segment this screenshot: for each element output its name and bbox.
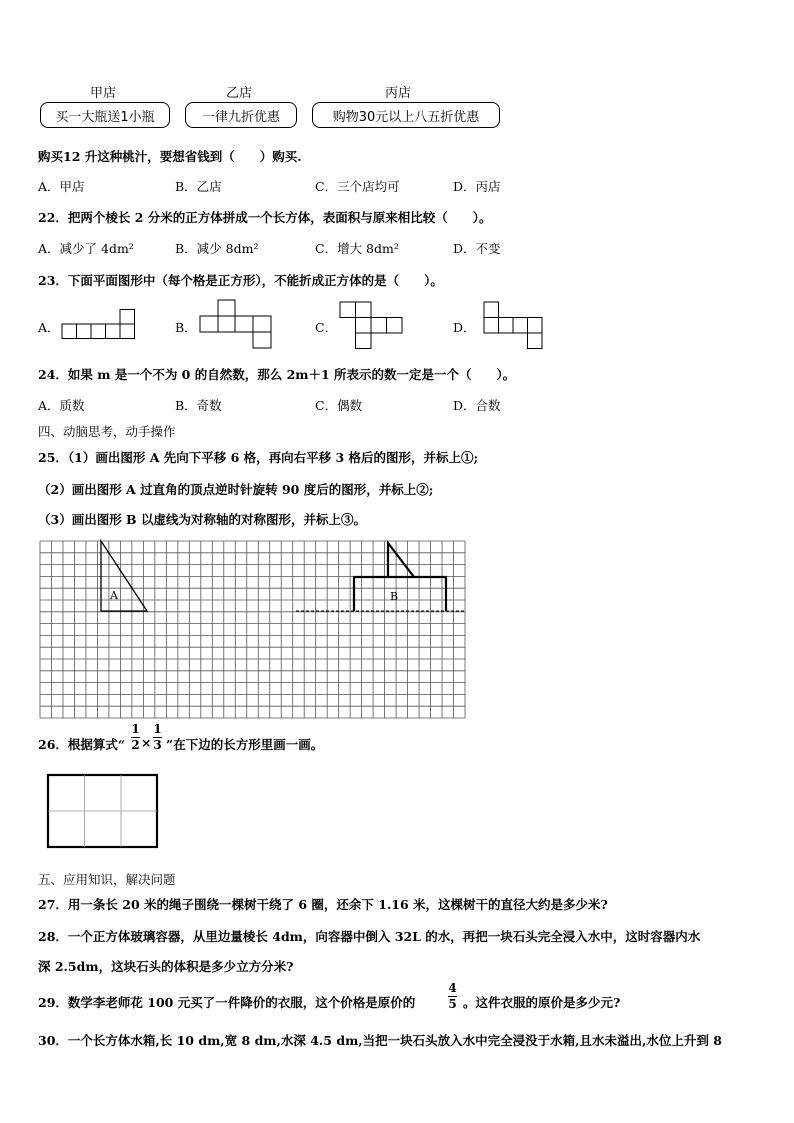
q24-option-d[interactable]: D．合数 — [453, 398, 501, 413]
store-offer-yi-text: 一律九折优惠 — [201, 109, 280, 125]
q29-prefix: 29．数学李老师花 100 元买了一件降价的衣服，这个价格是原价的 — [38, 995, 416, 1010]
q26-frac1-num: 1 — [131, 722, 140, 736]
figure-b-flag — [388, 543, 414, 577]
q26-times: × — [141, 735, 152, 750]
figure-b-label: B — [390, 590, 399, 603]
q26-rectangle[interactable] — [47, 774, 159, 848]
q21-option-b[interactable]: B．乙店 — [175, 179, 222, 194]
q26-prefix: 26．根据算式“ — [38, 737, 126, 752]
net-d-figure[interactable] — [484, 302, 544, 350]
store-name-jia: 甲店 — [90, 86, 117, 101]
q23-option-b[interactable]: B． — [175, 320, 197, 335]
q30-text: 30．一个长方体水箱,长 10 dm,宽 8 dm,水深 4.5 dm,当把一块石头放入水中完全浸没于水箱,且水未溢出,水位上升到 8 — [38, 1033, 722, 1048]
net-a-figure[interactable] — [62, 312, 136, 340]
store-offer-bing — [312, 102, 500, 128]
q23-option-c[interactable]: C． — [315, 320, 338, 335]
q25-line3: （3）画出图形 B 以虚线为对称轴的对称图形，并标上③。 — [38, 512, 366, 527]
q25-line1: 25．（1）画出图形 A 先向下平移 6 格，再向右平移 3 格后的图形，并标上①; — [38, 450, 479, 465]
q24-option-b[interactable]: B．奇数 — [175, 398, 222, 413]
q23-option-d[interactable]: D． — [453, 320, 476, 335]
q26-fraction-2 — [153, 723, 162, 752]
store-offer-bing-text: 购物30元以上八五折优惠 — [332, 109, 480, 125]
store-offer-yi — [185, 102, 297, 128]
q22-option-c[interactable]: C．增大 8dm² — [315, 241, 399, 256]
figure-b-shape — [354, 577, 446, 611]
q24-text: 24．如果 m 是一个不为 0 的自然数，那么 2m＋1 所表示的数一定是一个（ ）。 — [38, 367, 516, 382]
grid-lines — [40, 541, 465, 718]
q26-suffix: ”在下边的长方形里画一画。 — [166, 737, 324, 752]
q27-text: 27．用一条长 20 米的绳子围绕一棵树干绕了 6 圈，还余下 1.16 米，这棵树干的直径大约是多少米? — [38, 897, 608, 912]
section-5-heading: 五、应用知识，解决问题 — [38, 872, 176, 887]
section-4-heading: 四、动脑思考，动手操作 — [38, 424, 176, 439]
q21-option-d[interactable]: D．丙店 — [453, 179, 501, 194]
q21-option-c[interactable]: C．三个店均可 — [315, 179, 400, 194]
q29-frac-den: 5 — [448, 997, 457, 1011]
store-offer-jia-text: 买一大瓶送1小瓶 — [55, 109, 155, 125]
q26-frac2-den: 3 — [153, 738, 162, 752]
q23-text: 23．下面平面图形中（每个格是正方形），不能折成正方体的是（ ）。 — [38, 273, 443, 288]
store-offer-jia — [40, 102, 170, 128]
q22-option-a[interactable]: A．减少了 4dm² — [38, 241, 134, 256]
q24-option-c[interactable]: C．偶数 — [315, 398, 363, 413]
drawing-grid[interactable] — [40, 541, 465, 718]
q26-frac2-num: 1 — [153, 722, 162, 736]
q29-fraction — [448, 982, 457, 1011]
q22-option-b[interactable]: B．减少 8dm² — [175, 241, 259, 256]
store-name-yi: 乙店 — [226, 86, 253, 101]
q22-text: 22．把两个棱长 2 分米的正方体拼成一个长方体，表面积与原来相比较（ ）。 — [38, 210, 492, 225]
q22-option-d[interactable]: D．不变 — [453, 241, 501, 256]
q28-line2: 深 2.5dm，这块石头的体积是多少立方分米? — [38, 959, 294, 974]
figure-a-label: A — [110, 589, 118, 602]
q26-fraction-1 — [131, 723, 140, 752]
net-c-figure[interactable] — [340, 302, 404, 350]
q25-line2: （2）画出图形 A 过直角的顶点逆时针旋转 90 度后的图形，并标上②; — [38, 482, 434, 497]
q23-option-a[interactable]: A． — [38, 320, 60, 335]
q21-option-a[interactable]: A．甲店 — [38, 179, 85, 194]
q29-frac-num: 4 — [448, 981, 457, 995]
net-b-figure[interactable] — [200, 300, 274, 350]
q28-line1: 28．一个正方体玻璃容器，从里边量棱长 4dm，向容器中倒入 32L 的水，再把一块石头完全浸入水中，这时容器内水 — [38, 929, 701, 944]
q29-suffix: 。这件衣服的原价是多少元? — [463, 995, 621, 1010]
q24-option-a[interactable]: A．质数 — [38, 398, 85, 413]
q21-text: 购买12 升这种桃汁，要想省钱到（ ）购买. — [38, 149, 302, 164]
q26-frac1-den: 2 — [131, 738, 140, 752]
store-name-bing: 丙店 — [385, 86, 412, 101]
